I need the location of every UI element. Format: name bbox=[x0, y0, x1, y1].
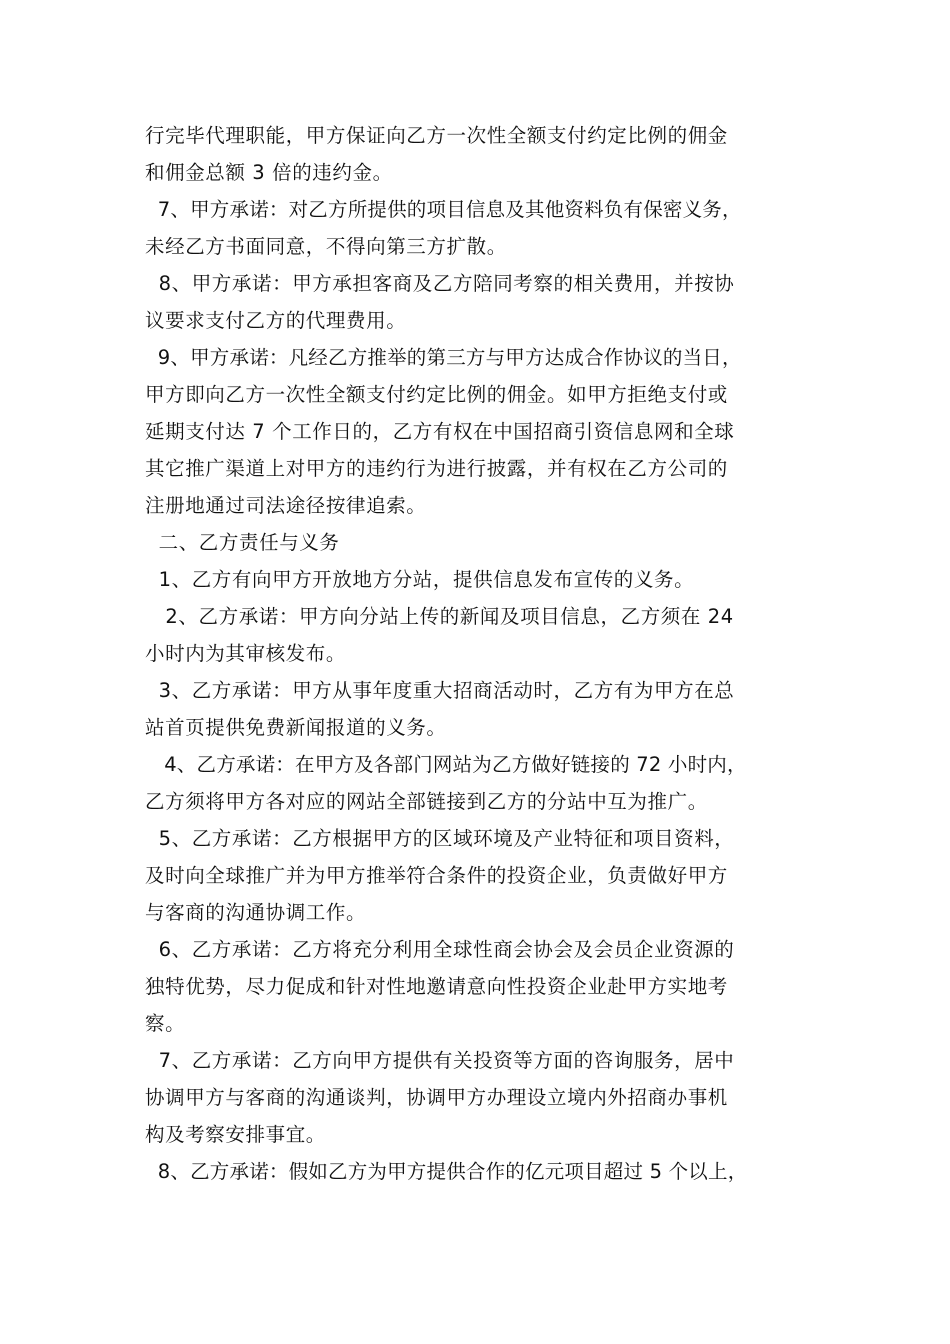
text-line: 议要求支付乙方的代理费用。 bbox=[145, 309, 407, 332]
text-line: 小时内为其审核发布。 bbox=[145, 642, 347, 665]
text-line: 察。 bbox=[145, 1012, 186, 1035]
document-body bbox=[145, 117, 825, 1190]
text-line: 其它推广渠道上对甲方的违约行为进行披露，并有权在乙方公司的 bbox=[145, 457, 728, 480]
text-line: 8、乙方承诺：假如乙方为甲方提供合作的亿元项目超过 5 个以上， bbox=[145, 1160, 748, 1183]
text-line: 行完毕代理职能，甲方保证向乙方一次性全额支付约定比例的佣金 bbox=[145, 124, 728, 147]
text-line: 5、乙方承诺：乙方根据甲方的区域环境及产业特征和项目资料， bbox=[145, 827, 735, 850]
text-line: 和佣金总额 3 倍的违约金。 bbox=[145, 161, 393, 184]
text-line: 2、乙方承诺：甲方向分站上传的新闻及项目信息，乙方须在 24 bbox=[145, 605, 734, 628]
text-line: 7、乙方承诺：乙方向甲方提供有关投资等方面的咨询服务，居中 bbox=[145, 1049, 735, 1072]
text-line: 9、甲方承诺：凡经乙方推举的第三方与甲方达成合作协议的当日， bbox=[145, 346, 742, 369]
text-line: 独特优势，尽力促成和针对性地邀请意向性投资企业赴甲方实地考 bbox=[145, 975, 728, 998]
text-line: 未经乙方书面同意，不得向第三方扩散。 bbox=[145, 235, 507, 258]
text-line: 协调甲方与客商的沟通谈判，协调甲方办理设立境内外招商办事机 bbox=[145, 1086, 728, 1109]
text-line: 7、甲方承诺：对乙方所提供的项目信息及其他资料负有保密义务， bbox=[145, 198, 742, 221]
text-line: 6、乙方承诺：乙方将充分利用全球性商会协会及会员企业资源的 bbox=[145, 938, 735, 961]
text-line: 与客商的沟通协调工作。 bbox=[145, 901, 367, 924]
text-line: 8、甲方承诺：甲方承担客商及乙方陪同考察的相关费用，并按协 bbox=[145, 272, 735, 295]
text-line: 构及考察安排事宜。 bbox=[145, 1123, 326, 1146]
text-line: 站首页提供免费新闻报道的义务。 bbox=[145, 716, 447, 739]
text-line: 3、乙方承诺：甲方从事年度重大招商活动时，乙方有为甲方在总 bbox=[145, 679, 735, 702]
text-line: 甲方即向乙方一次性全额支付约定比例的佣金。如甲方拒绝支付或 bbox=[145, 383, 728, 406]
text-line: 乙方须将甲方各对应的网站全部链接到乙方的分站中互为推广。 bbox=[145, 790, 708, 813]
text-line: 及时向全球推广并为甲方推举符合条件的投资企业，负责做好甲方 bbox=[145, 864, 728, 887]
section-heading: 二、乙方责任与义务 bbox=[145, 531, 340, 554]
text-line: 1、乙方有向甲方开放地方分站，提供信息发布宣传的义务。 bbox=[145, 568, 695, 591]
text-line: 延期支付达 7 个工作日的，乙方有权在中国招商引资信息网和全球 bbox=[145, 420, 735, 443]
text-line: 4、乙方承诺：在甲方及各部门网站为乙方做好链接的 72 小时内， bbox=[145, 753, 747, 776]
text-line: 注册地通过司法途径按律追索。 bbox=[145, 494, 427, 517]
